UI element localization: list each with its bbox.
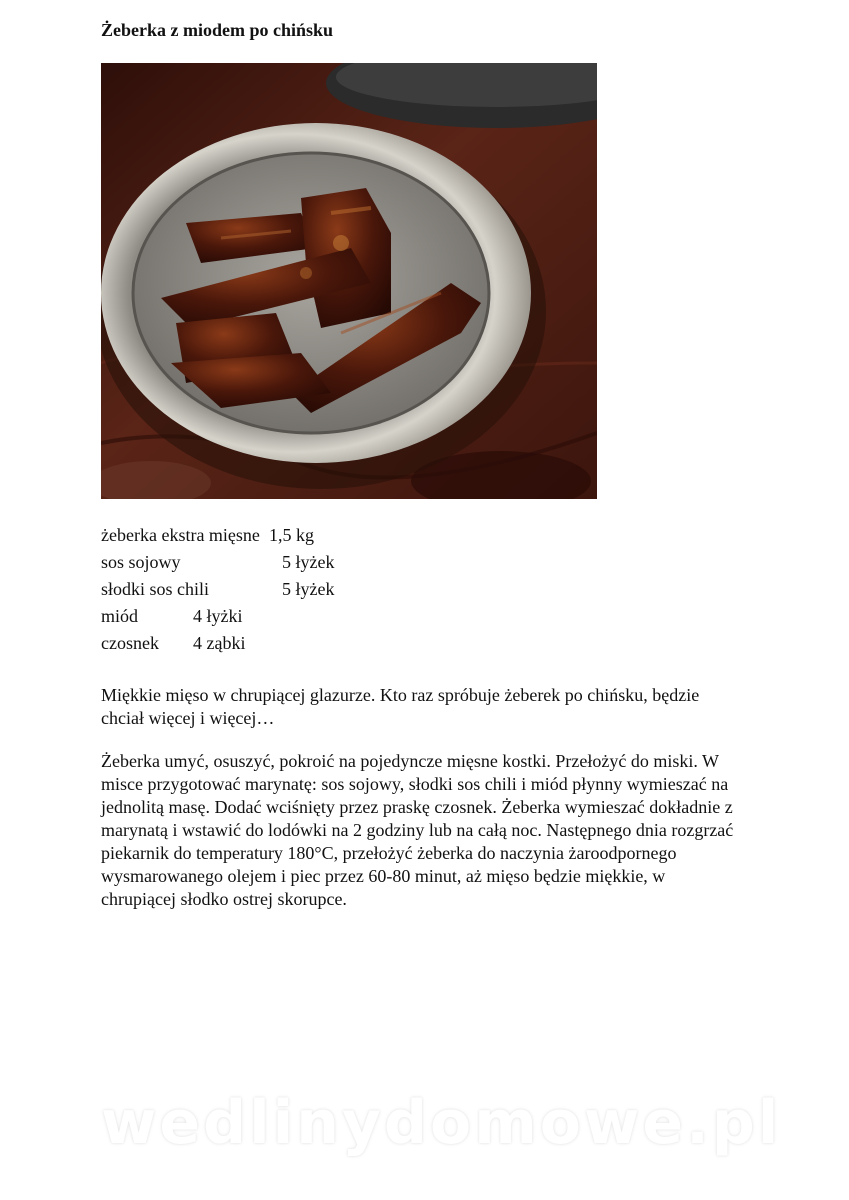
recipe-intro: Miękkie mięso w chrupiącej glazurze. Kto raz spróbuje żeberek po chińsku, będzie chciał więcej i więcej… bbox=[101, 685, 700, 728]
ingredient-name: miód bbox=[101, 606, 139, 626]
ingredient-quantity: 4 łyżki bbox=[193, 606, 243, 626]
ingredient-name: czosnek bbox=[101, 633, 159, 653]
recipe-photo bbox=[101, 63, 597, 499]
recipe-method: Żeberka umyć, osuszyć, pokroić na pojedyncze mięsne kostki. Przełożyć do miski. W misce przygotować marynatę: sos sojowy, słodki sos chili i miód płynny wymieszać na jednolitą masę. Dodać wciśnięty przez praskę czosnek. Żeberka wymieszać dokładnie z marynatą i wstawić do lodówki na 2 godziny lub na całą noc. Następnego dnia rozgrzać piekarnik do temperatury 180°C, przełożyć żeberka do naczynia żaroodpornego wysmarowanego olejem i piec przez 60-80 minut, aż mięso będzie miękkie, w chrupiącej słodko ostrej skorupce. bbox=[101, 751, 734, 909]
recipe-title: Żeberka z miodem po chińsku bbox=[101, 20, 334, 40]
ingredient-quantity: 5 łyżek bbox=[282, 579, 335, 599]
ingredient-quantity: 5 łyżek bbox=[282, 552, 335, 572]
ingredient-name: sos sojowy bbox=[101, 552, 181, 572]
ingredient-quantity: 4 ząbki bbox=[193, 633, 246, 653]
site-watermark: wedlinydomowe.pl bbox=[101, 1088, 782, 1158]
ingredient-quantity: 1,5 kg bbox=[269, 525, 314, 545]
ingredient-name: żeberka ekstra mięsne bbox=[101, 525, 260, 545]
ingredient-name: słodki sos chili bbox=[101, 579, 210, 599]
ribs-in-pewter-bowl-image bbox=[101, 63, 597, 499]
